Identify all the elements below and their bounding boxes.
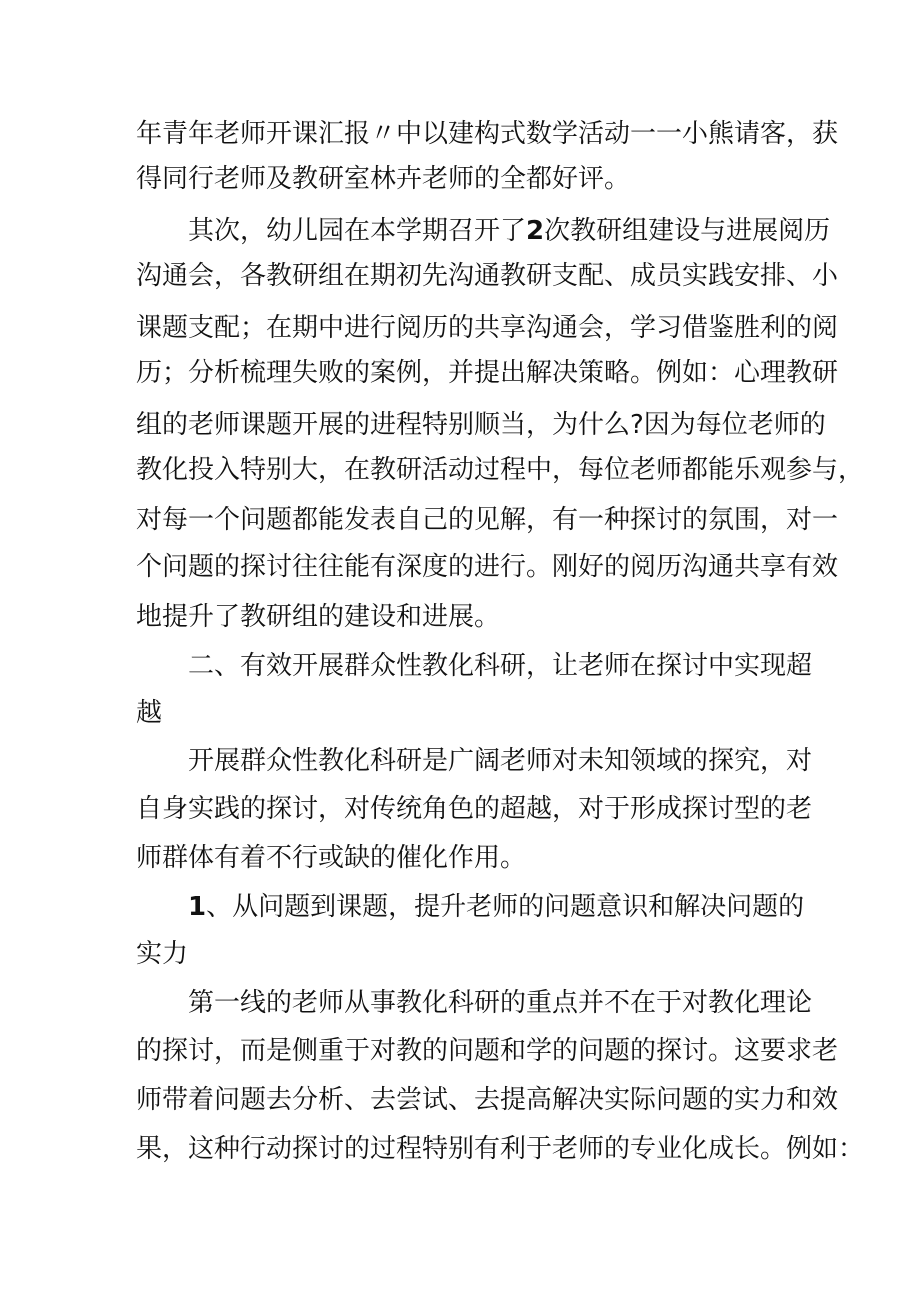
text-line: 教化投入特别大，在教研活动过程中，每位老师都能乐观参与， — [136, 455, 865, 485]
text-line: 地提升了教研组的建设和进展。 — [136, 602, 501, 632]
paragraph-lead-rest: 次教研组建设与进展阅历 — [544, 216, 831, 246]
section-heading-cont: 越 — [136, 698, 163, 728]
text-line — [188, 215, 831, 247]
text-line: 果，这种行动探讨的过程特别有利于老师的专业化成长。例如： — [136, 1134, 865, 1164]
paragraph-lead: 其次，幼儿园在本学期召开了 — [188, 216, 527, 246]
subsection-heading — [188, 891, 805, 923]
text-line: 开展群众性教化科研是广阔老师对未知领域的探究，对 — [188, 746, 813, 776]
text-line: 对每一个问题都能发表自己的见解，有一种探讨的氛围，对一 — [136, 505, 839, 535]
text-line: 历；分析梳理失败的案例，并提出解决策略。例如：心理教研 — [136, 358, 839, 388]
text-line: 第一线的老师从事教化科研的重点并不在于对教化理论 — [188, 988, 813, 1018]
text-line: 自身实践的探讨，对传统角色的超越，对于形成探讨型的老 — [136, 794, 813, 824]
text-line: 的探讨，而是侧重于对教的问题和学的问题的探讨。这要求老 — [136, 1036, 839, 1066]
text-line: 课题支配；在期中进行阅历的共享沟通会，学习借鉴胜利的阅 — [136, 313, 839, 343]
subsection-heading-text: 、从问题到课题，提升老师的问题意识和解决问题的 — [206, 892, 805, 922]
text-line: 组的老师课题开展的进程特别顺当，为什么?因为每位老师的 — [136, 410, 826, 440]
number-label: 2 — [526, 216, 545, 246]
number-label: 1 — [188, 892, 207, 922]
text-line: 个问题的探讨往往能有深度的进行。刚好的阅历沟通共享有效 — [136, 552, 839, 582]
text-line: 师带着问题去分析、去尝试、去提高解决实际问题的实力和效 — [136, 1085, 839, 1115]
text-line: 得同行老师及教研室林卉老师的全都好评。 — [136, 164, 631, 194]
subsection-heading-cont: 实力 — [136, 939, 189, 969]
section-heading: 二、有效开展群众性教化科研，让老师在探讨中实现超 — [188, 651, 813, 681]
text-line: 年青年老师开课汇报〃中以建构式数学活动一一小熊请客，获 — [136, 119, 839, 149]
text-line: 师群体有着不行或缺的催化作用。 — [136, 843, 527, 873]
text-line: 沟通会，各教研组在期初先沟通教研支配、成员实践安排、小 — [136, 261, 839, 291]
